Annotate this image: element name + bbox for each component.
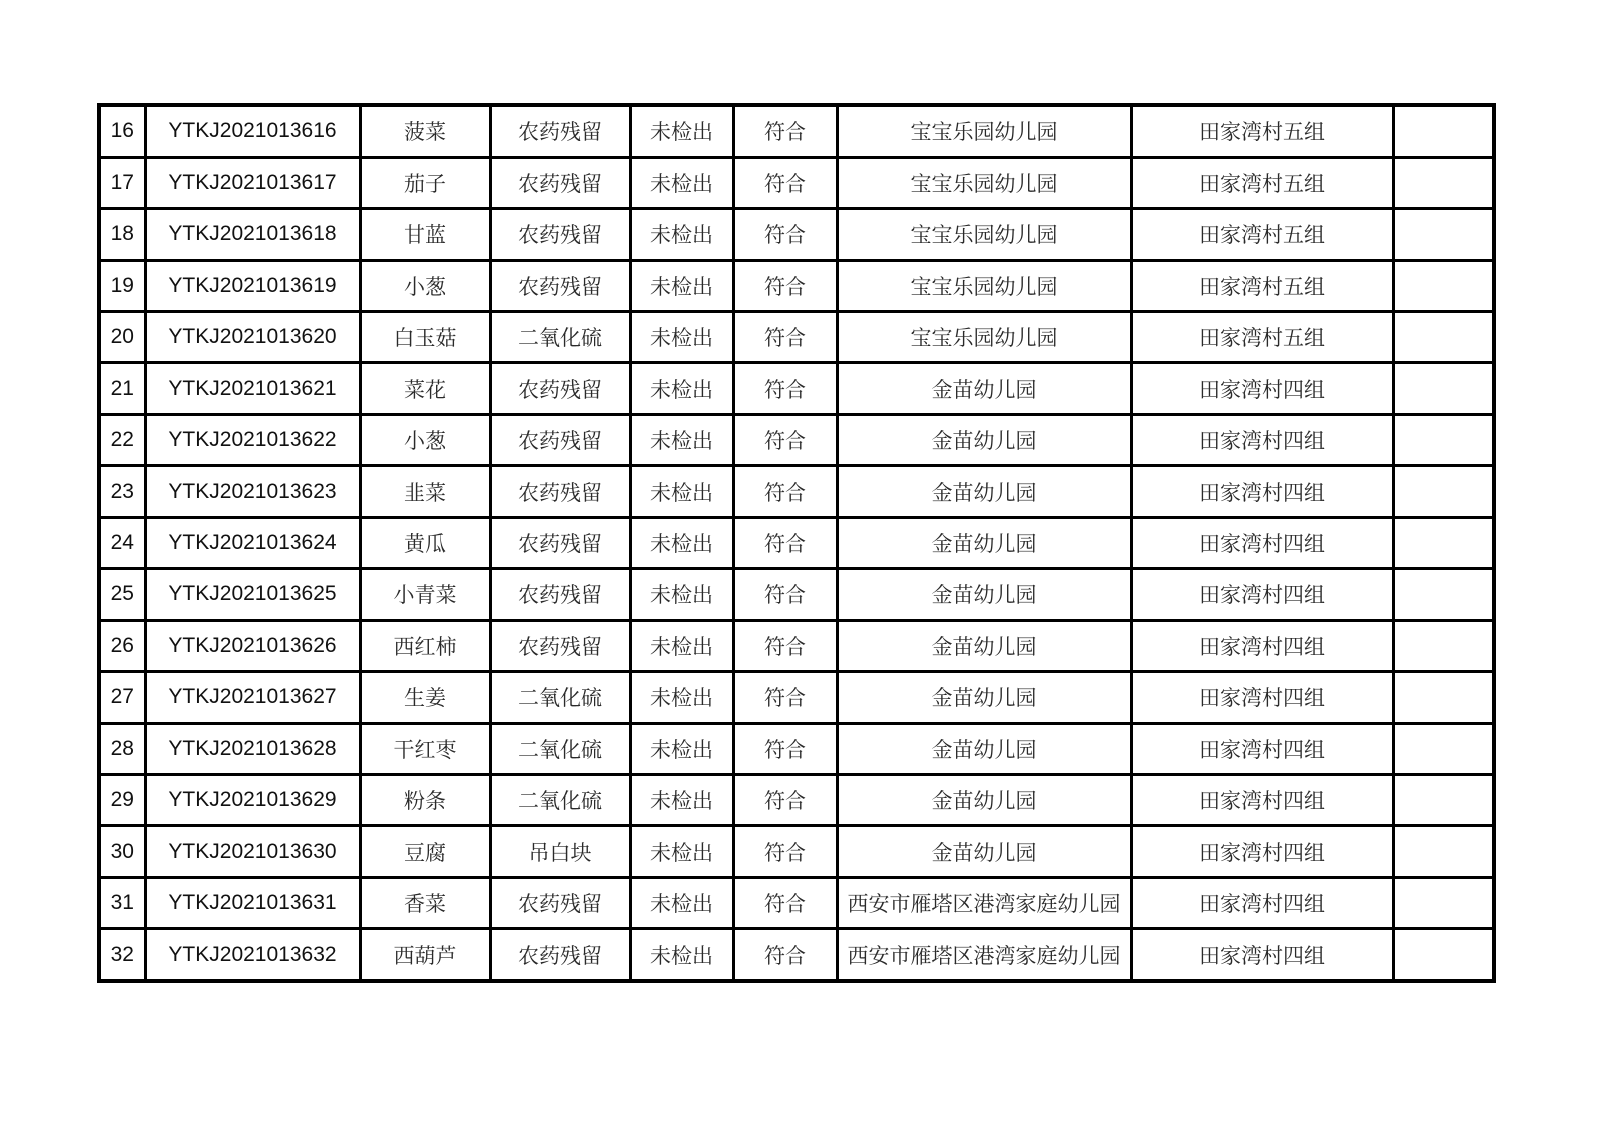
cell-address: 田家湾村四组: [1131, 929, 1393, 981]
cell-address: 田家湾村四组: [1131, 517, 1393, 568]
cell-row-number: 17: [99, 157, 145, 208]
test-results-table: [97, 103, 1496, 983]
table-row: [99, 312, 1494, 363]
cell-row-number: 18: [99, 209, 145, 260]
cell-test-result: 未检出: [630, 774, 733, 825]
cell-test-result: 未检出: [630, 414, 733, 465]
cell-sample-name: 干红枣: [360, 723, 490, 774]
cell-row-number: 28: [99, 723, 145, 774]
cell-sample-name: 粉条: [360, 774, 490, 825]
table-row: [99, 672, 1494, 723]
cell-conclusion: 符合: [733, 569, 837, 620]
cell-test-result: 未检出: [630, 312, 733, 363]
cell-remark: [1393, 620, 1494, 671]
cell-test-item: 二氧化硫: [490, 723, 630, 774]
cell-address: 田家湾村五组: [1131, 105, 1393, 157]
cell-sampled-org: 金苗幼儿园: [837, 826, 1131, 877]
cell-sampled-org: 金苗幼儿园: [837, 363, 1131, 414]
cell-test-item: 农药残留: [490, 466, 630, 517]
cell-sampled-org: 宝宝乐园幼儿园: [837, 157, 1131, 208]
cell-sampled-org: 西安市雁塔区港湾家庭幼儿园: [837, 877, 1131, 928]
cell-conclusion: 符合: [733, 209, 837, 260]
cell-address: 田家湾村五组: [1131, 312, 1393, 363]
cell-row-number: 22: [99, 414, 145, 465]
cell-test-item: 二氧化硫: [490, 672, 630, 723]
cell-row-number: 16: [99, 105, 145, 157]
table-row: [99, 877, 1494, 928]
cell-address: 田家湾村五组: [1131, 209, 1393, 260]
cell-test-item: 二氧化硫: [490, 774, 630, 825]
cell-remark: [1393, 414, 1494, 465]
cell-remark: [1393, 774, 1494, 825]
cell-address: 田家湾村五组: [1131, 260, 1393, 311]
cell-remark: [1393, 877, 1494, 928]
cell-sample-name: 小葱: [360, 260, 490, 311]
cell-row-number: 19: [99, 260, 145, 311]
cell-sampled-org: 金苗幼儿园: [837, 466, 1131, 517]
cell-conclusion: 符合: [733, 105, 837, 157]
cell-row-number: 32: [99, 929, 145, 981]
cell-sample-name: 黄瓜: [360, 517, 490, 568]
cell-address: 田家湾村四组: [1131, 363, 1393, 414]
cell-test-result: 未检出: [630, 929, 733, 981]
cell-sample-code: YTKJ2021013619: [145, 260, 360, 311]
cell-test-result: 未检出: [630, 672, 733, 723]
cell-address: 田家湾村四组: [1131, 826, 1393, 877]
cell-address: 田家湾村四组: [1131, 672, 1393, 723]
cell-sample-name: 甘蓝: [360, 209, 490, 260]
cell-conclusion: 符合: [733, 363, 837, 414]
cell-sample-name: 小青菜: [360, 569, 490, 620]
table-row: [99, 723, 1494, 774]
cell-address: 田家湾村四组: [1131, 466, 1393, 517]
cell-remark: [1393, 826, 1494, 877]
cell-row-number: 21: [99, 363, 145, 414]
cell-sample-name: 韭菜: [360, 466, 490, 517]
cell-conclusion: 符合: [733, 672, 837, 723]
cell-test-item: 农药残留: [490, 929, 630, 981]
cell-address: 田家湾村四组: [1131, 774, 1393, 825]
cell-test-item: 农药残留: [490, 157, 630, 208]
cell-test-item: 吊白块: [490, 826, 630, 877]
cell-address: 田家湾村四组: [1131, 877, 1393, 928]
cell-test-item: 农药残留: [490, 105, 630, 157]
cell-sample-name: 生姜: [360, 672, 490, 723]
cell-conclusion: 符合: [733, 877, 837, 928]
table-row: [99, 209, 1494, 260]
cell-test-item: 农药残留: [490, 569, 630, 620]
cell-sample-name: 茄子: [360, 157, 490, 208]
cell-remark: [1393, 723, 1494, 774]
cell-sampled-org: 金苗幼儿园: [837, 672, 1131, 723]
cell-sampled-org: 金苗幼儿园: [837, 723, 1131, 774]
cell-remark: [1393, 672, 1494, 723]
cell-remark: [1393, 363, 1494, 414]
cell-row-number: 31: [99, 877, 145, 928]
cell-conclusion: 符合: [733, 466, 837, 517]
cell-sample-name: 菜花: [360, 363, 490, 414]
cell-test-result: 未检出: [630, 105, 733, 157]
cell-sample-name: 西葫芦: [360, 929, 490, 981]
cell-sample-code: YTKJ2021013626: [145, 620, 360, 671]
cell-test-item: 农药残留: [490, 209, 630, 260]
cell-sample-code: YTKJ2021013618: [145, 209, 360, 260]
cell-sample-code: YTKJ2021013625: [145, 569, 360, 620]
cell-remark: [1393, 312, 1494, 363]
cell-row-number: 25: [99, 569, 145, 620]
cell-sampled-org: 金苗幼儿园: [837, 517, 1131, 568]
cell-sample-code: YTKJ2021013629: [145, 774, 360, 825]
table-row: [99, 105, 1494, 157]
cell-conclusion: 符合: [733, 157, 837, 208]
cell-test-result: 未检出: [630, 517, 733, 568]
cell-sampled-org: 宝宝乐园幼儿园: [837, 105, 1131, 157]
cell-test-item: 农药残留: [490, 363, 630, 414]
table-row: [99, 260, 1494, 311]
cell-test-result: 未检出: [630, 363, 733, 414]
table-body: [99, 105, 1494, 981]
cell-address: 田家湾村四组: [1131, 414, 1393, 465]
cell-test-item: 农药残留: [490, 620, 630, 671]
cell-sample-name: 小葱: [360, 414, 490, 465]
cell-sampled-org: 宝宝乐园幼儿园: [837, 260, 1131, 311]
table-row: [99, 414, 1494, 465]
table-row: [99, 157, 1494, 208]
cell-sample-name: 香菜: [360, 877, 490, 928]
cell-sample-code: YTKJ2021013621: [145, 363, 360, 414]
cell-row-number: 26: [99, 620, 145, 671]
cell-sample-name: 西红柿: [360, 620, 490, 671]
cell-sampled-org: 金苗幼儿园: [837, 774, 1131, 825]
cell-test-item: 农药残留: [490, 517, 630, 568]
table-row: [99, 517, 1494, 568]
cell-sampled-org: 宝宝乐园幼儿园: [837, 312, 1131, 363]
cell-sample-code: YTKJ2021013622: [145, 414, 360, 465]
table-row: [99, 826, 1494, 877]
table-row: [99, 774, 1494, 825]
table-row: [99, 363, 1494, 414]
table-row: [99, 569, 1494, 620]
table-row: [99, 620, 1494, 671]
cell-test-result: 未检出: [630, 466, 733, 517]
cell-remark: [1393, 105, 1494, 157]
cell-sample-name: 菠菜: [360, 105, 490, 157]
cell-conclusion: 符合: [733, 517, 837, 568]
cell-sample-code: YTKJ2021013617: [145, 157, 360, 208]
cell-test-result: 未检出: [630, 157, 733, 208]
cell-sample-code: YTKJ2021013623: [145, 466, 360, 517]
cell-conclusion: 符合: [733, 826, 837, 877]
cell-sample-code: YTKJ2021013630: [145, 826, 360, 877]
cell-conclusion: 符合: [733, 414, 837, 465]
cell-remark: [1393, 569, 1494, 620]
cell-sample-code: YTKJ2021013628: [145, 723, 360, 774]
cell-remark: [1393, 260, 1494, 311]
cell-sampled-org: 西安市雁塔区港湾家庭幼儿园: [837, 929, 1131, 981]
cell-test-result: 未检出: [630, 209, 733, 260]
cell-test-item: 农药残留: [490, 877, 630, 928]
cell-row-number: 29: [99, 774, 145, 825]
table-row: [99, 929, 1494, 981]
cell-remark: [1393, 157, 1494, 208]
cell-conclusion: 符合: [733, 620, 837, 671]
cell-remark: [1393, 929, 1494, 981]
cell-sampled-org: 宝宝乐园幼儿园: [837, 209, 1131, 260]
cell-row-number: 20: [99, 312, 145, 363]
cell-sample-code: YTKJ2021013616: [145, 105, 360, 157]
cell-test-item: 二氧化硫: [490, 312, 630, 363]
cell-conclusion: 符合: [733, 774, 837, 825]
cell-test-result: 未检出: [630, 569, 733, 620]
cell-sampled-org: 金苗幼儿园: [837, 414, 1131, 465]
cell-test-result: 未检出: [630, 260, 733, 311]
cell-row-number: 30: [99, 826, 145, 877]
cell-sample-code: YTKJ2021013631: [145, 877, 360, 928]
cell-sample-code: YTKJ2021013632: [145, 929, 360, 981]
cell-conclusion: 符合: [733, 260, 837, 311]
cell-row-number: 24: [99, 517, 145, 568]
cell-row-number: 23: [99, 466, 145, 517]
cell-test-item: 农药残留: [490, 260, 630, 311]
cell-remark: [1393, 466, 1494, 517]
cell-sampled-org: 金苗幼儿园: [837, 569, 1131, 620]
cell-conclusion: 符合: [733, 929, 837, 981]
cell-sample-code: YTKJ2021013620: [145, 312, 360, 363]
cell-test-result: 未检出: [630, 826, 733, 877]
cell-test-item: 农药残留: [490, 414, 630, 465]
cell-address: 田家湾村四组: [1131, 620, 1393, 671]
cell-test-result: 未检出: [630, 723, 733, 774]
cell-address: 田家湾村五组: [1131, 157, 1393, 208]
cell-sample-code: YTKJ2021013627: [145, 672, 360, 723]
cell-conclusion: 符合: [733, 723, 837, 774]
cell-sampled-org: 金苗幼儿园: [837, 620, 1131, 671]
cell-remark: [1393, 517, 1494, 568]
cell-address: 田家湾村四组: [1131, 723, 1393, 774]
cell-sample-code: YTKJ2021013624: [145, 517, 360, 568]
cell-sample-name: 白玉菇: [360, 312, 490, 363]
cell-test-result: 未检出: [630, 877, 733, 928]
cell-conclusion: 符合: [733, 312, 837, 363]
table-row: [99, 466, 1494, 517]
cell-address: 田家湾村四组: [1131, 569, 1393, 620]
cell-row-number: 27: [99, 672, 145, 723]
cell-remark: [1393, 209, 1494, 260]
cell-sample-name: 豆腐: [360, 826, 490, 877]
cell-test-result: 未检出: [630, 620, 733, 671]
